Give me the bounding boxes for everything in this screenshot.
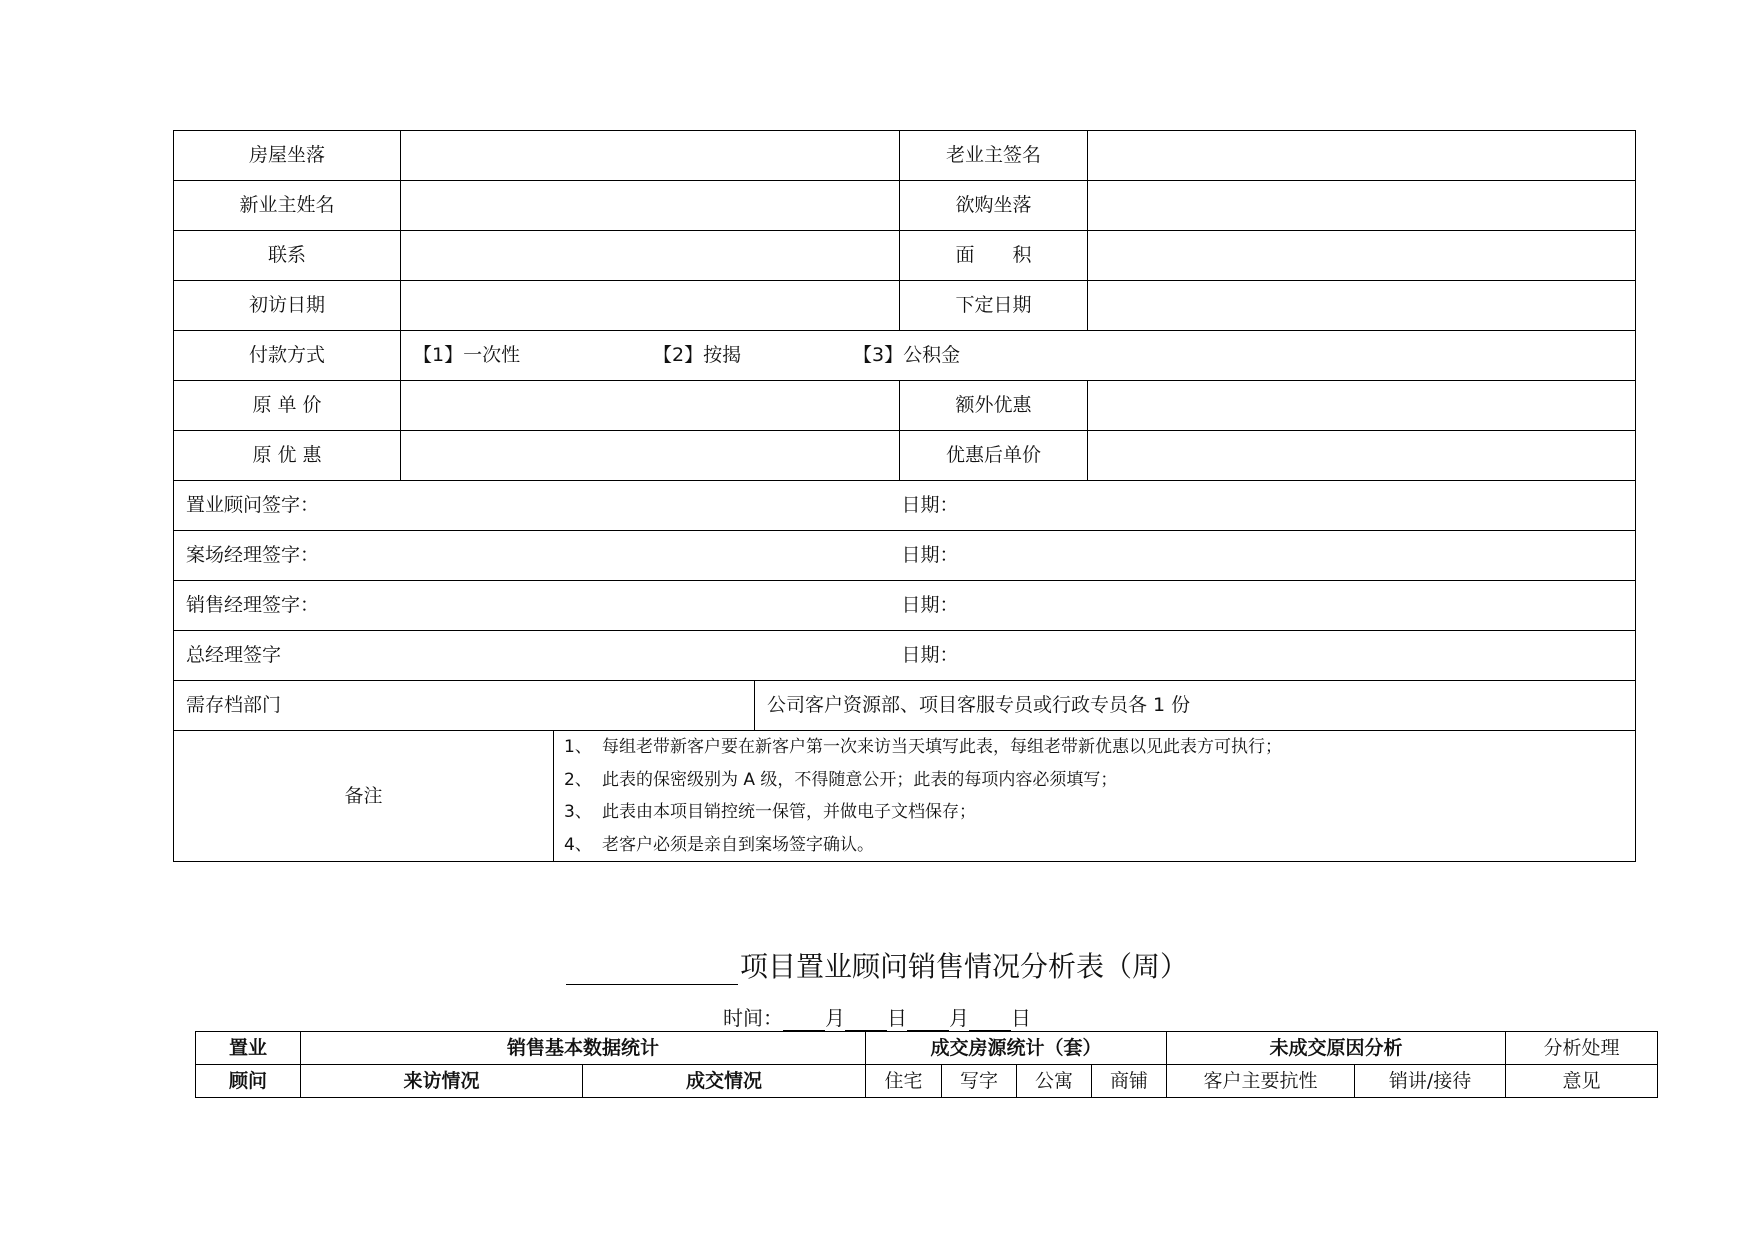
archive-dept-value: 公司客户资源部、项目客服专员或行政专员各 1 份 [755,681,1636,731]
report-title-text: 项目置业顾问销售情况分析表（周） [739,950,1188,983]
consultant-header-bottom: 顾问 [196,1065,301,1098]
original-discount-field[interactable] [401,431,900,481]
no-deal-analysis-header: 未成交原因分析 [1167,1032,1506,1065]
sales-manager-signature-label[interactable]: 销售经理签字： [174,581,900,631]
consultant-date-label[interactable]: 日期： [900,481,1636,531]
payment-option-lump-sum[interactable]: 【1】一次性 [413,343,521,366]
referral-form-table [173,130,1636,862]
original-unit-price-label: 原 单 价 [174,381,401,431]
payment-option-provident-fund[interactable]: 【3】公积金 [853,343,961,366]
gm-date-label[interactable]: 日期： [900,631,1636,681]
visit-status-header: 来访情况 [301,1065,583,1098]
day-label: 日 [887,1006,907,1030]
new-owner-name-label: 新业主姓名 [174,181,401,231]
extra-discount-label: 额外优惠 [900,381,1088,431]
deal-status-header: 成交情况 [583,1065,866,1098]
payment-method-label: 付款方式 [174,331,401,381]
deposit-date-label: 下定日期 [900,281,1088,331]
area-label: 面 积 [900,231,1088,281]
desired-location-field[interactable] [1088,181,1636,231]
payment-options-cell [401,331,1636,381]
month-label: 月 [825,1006,845,1030]
first-visit-date-field[interactable] [401,281,900,331]
time-label: 时间： [723,1006,783,1030]
consultant-signature-label[interactable]: 置业顾问签字： [174,481,900,531]
start-day-blank[interactable] [845,1010,887,1031]
desired-location-label: 欲购坐落 [900,181,1088,231]
note-text: 此表由本项目销控统一保管，并做电子文档保存； [602,802,976,822]
report-time-line [0,1002,1754,1031]
deposit-date-field[interactable] [1088,281,1636,331]
note-number: 1、 [564,737,592,757]
original-unit-price-field[interactable] [401,381,900,431]
note-item [564,829,1635,862]
housing-type-shop: 商铺 [1092,1065,1167,1098]
deal-housing-header: 成交房源统计（套） [866,1032,1167,1065]
house-location-field[interactable] [401,131,900,181]
site-manager-signature-label[interactable]: 案场经理签字： [174,531,900,581]
old-owner-signature-field[interactable] [1088,131,1636,181]
day-label: 日 [1011,1006,1031,1030]
archive-dept-label: 需存档部门 [174,681,755,731]
sales-reception-header: 销讲/接待 [1355,1065,1506,1098]
site-manager-date-label[interactable]: 日期： [900,531,1636,581]
notes-label: 备注 [174,731,554,862]
gm-signature-label[interactable]: 总经理签字 [174,631,900,681]
sales-manager-date-label[interactable]: 日期： [900,581,1636,631]
basic-stats-header: 销售基本数据统计 [301,1032,866,1065]
first-visit-date-label: 初访日期 [174,281,401,331]
customer-resistance-header: 客户主要抗性 [1167,1065,1355,1098]
discounted-unit-price-field[interactable] [1088,431,1636,481]
discounted-unit-price-label: 优惠后单价 [900,431,1088,481]
end-month-blank[interactable] [907,1010,949,1031]
contact-field[interactable] [401,231,900,281]
old-owner-signature-label: 老业主签名 [900,131,1088,181]
report-title [0,945,1754,985]
new-owner-name-field[interactable] [401,181,900,231]
start-month-blank[interactable] [783,1010,825,1031]
analysis-header-top: 分析处理 [1506,1032,1658,1065]
note-text: 老客户必须是亲自到案场签字确认。 [602,834,874,855]
house-location-label: 房屋坐落 [174,131,401,181]
note-item [564,764,1635,797]
consultant-header-top: 置业 [196,1032,301,1065]
housing-type-residential: 住宅 [866,1065,942,1098]
note-text: 每组老带新客户要在新客户第一次来访当天填写此表，每组老带新优惠以见此表方可执行； [602,737,1282,757]
payment-option-mortgage[interactable]: 【2】按揭 [653,343,742,366]
housing-type-apartment: 公寓 [1017,1065,1092,1098]
area-field[interactable] [1088,231,1636,281]
housing-type-office: 写字 [942,1065,1017,1098]
analysis-header-bottom: 意见 [1506,1065,1658,1098]
note-number: 4、 [564,834,592,855]
end-day-blank[interactable] [969,1010,1011,1031]
extra-discount-field[interactable] [1088,381,1636,431]
note-text: 此表的保密级别为 A 级，不得随意公开；此表的每项内容必须填写； [602,769,1118,790]
project-name-blank[interactable] [566,954,738,985]
contact-label: 联系 [174,231,401,281]
original-discount-label: 原 优 惠 [174,431,401,481]
month-label: 月 [949,1006,969,1030]
note-number: 3、 [564,802,592,822]
note-number: 2、 [564,769,592,790]
note-item [564,731,1635,764]
note-item [564,796,1635,829]
notes-content [554,731,1636,862]
sales-analysis-table [195,1031,1658,1098]
